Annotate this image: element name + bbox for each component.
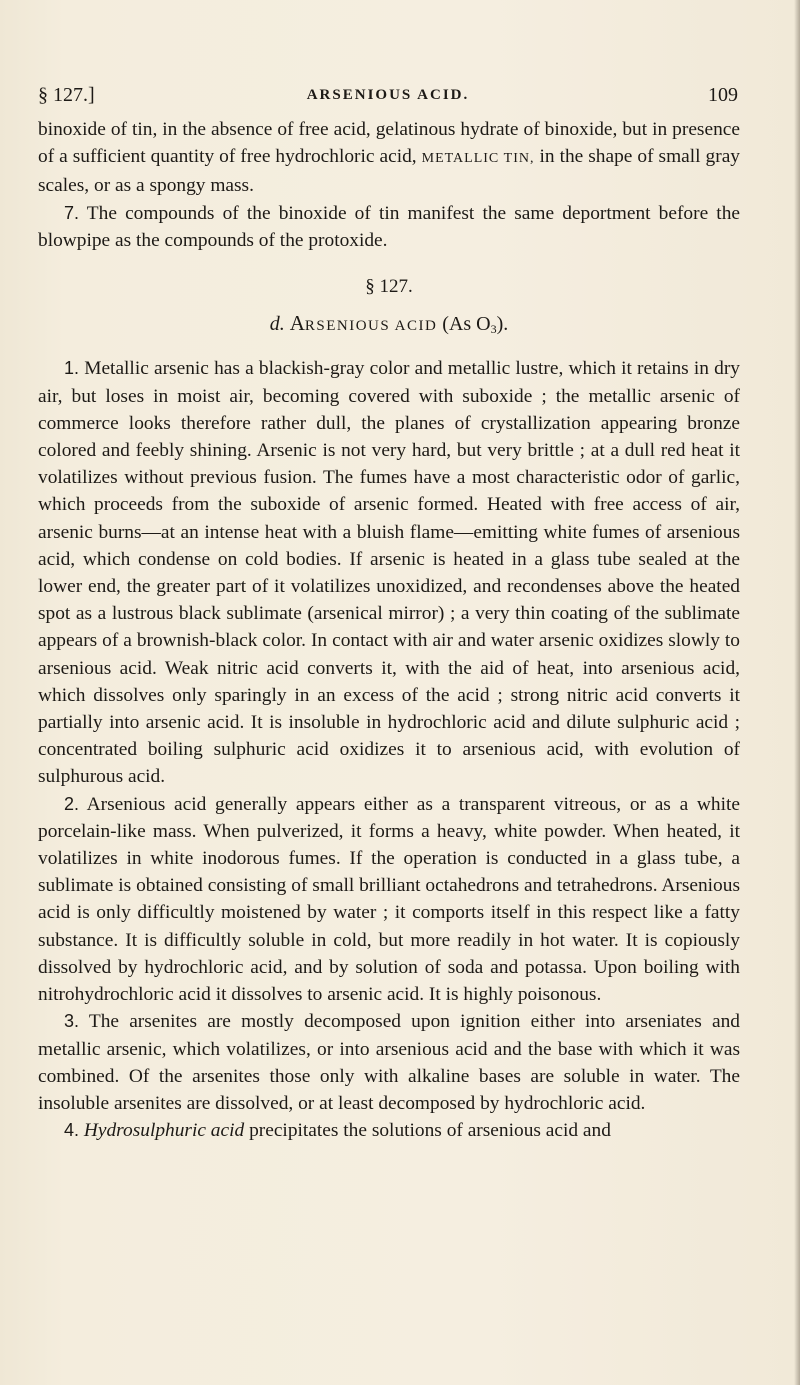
paragraph-7-number: 7. — [64, 202, 80, 223]
page-edge-shadow — [794, 0, 800, 1385]
header-title: ARSENIOUS ACID. — [306, 87, 470, 103]
paragraph-7 — [38, 200, 740, 254]
section-name-rest: RSENIOUS ACID — [304, 318, 438, 335]
formula-close: ). — [496, 313, 509, 336]
paragraph-3-text: The arsenites are mostly decomposed upon ignition either into arseniates and metallic arsenic, which volatilizes, or into arsenious acid and the base with which it was combined. Of the arsenites those only with alkaline bases are soluble in water. The insoluble arsenites are dissolved, or at least decomposed by hydrochloric acid. — [38, 1011, 740, 1114]
continuation-paragraph — [38, 116, 740, 200]
paragraph-1 — [38, 355, 740, 790]
continuation-smallcaps: METALLIC TIN, — [421, 151, 535, 167]
formula-subscript: 3 — [490, 322, 497, 337]
page-number: 109 — [708, 84, 738, 106]
paragraph-1-text: Metallic arsenic has a blackish-gray color and metallic lustre, which it retains in dry air, but loses in moist air, becoming covered with suboxide ; the metallic arsenic of commerce looks therefore rather dull, the planes of crystallization appearing bronze colored and feebly shining. Arsenic is not very hard, but very brittle ; at a dull red heat it volatilizes without previous fusion. The fumes have a most characteristic odor of garlic, which proceeds from the suboxide of arsenic formed. Heated with free access of air, arsenic burns—at an intense heat with a bluish flame—emitting white fumes of arsenious acid, which condense on cold bodies. If arsenic is heated in a glass tube sealed at the lower end, the greater part of it volatilizes unoxidized, and recondenses above the heated spot as a lustrous black sublimate (arsenical mirror) ; a very thin coating of the sublimate appears of a brownish-black color. In contact with air and water arsenic oxidizes slowly to arsenious acid. Weak nitric acid converts it, with the aid of heat, into arsenious acid, which dissolves only sparingly in an excess of the acid ; strong nitric acid converts it partially into arsenic acid. It is insoluble in hydrochloric acid and dilute sulphuric acid ; concentrated boiling sulphuric acid oxidizes it to arsenious acid, with evolution of sulphurous acid. — [38, 358, 740, 788]
paragraph-4 — [38, 1117, 740, 1144]
paragraph-2 — [38, 791, 740, 1009]
section-letter: d. — [269, 313, 285, 336]
paragraph-2-text: Arsenious acid generally appears either as a transparent vitreous, or as a white porcelain-like mass. When pulverized, it forms a heavy, white powder. When heated, it volatilizes in white inodorous fumes. If the operation is conducted in a glass tube, a sublimate is obtained consisting of small brilliant octahedrons and tetrahedrons. Arsenious acid is only difficultly moistened by water ; it comports itself in this respect like a fatty substance. It is difficultly soluble in cold, but more readily in hot water. It is copiously dissolved by hydrochloric acid, and by solution of soda and potassa. Upon boiling with nitrohydrochloric acid it dissolves to arsenic acid. It is highly poisonous. — [38, 793, 740, 1006]
paragraph-3 — [38, 1008, 740, 1117]
section-name-cap: A — [289, 311, 305, 336]
running-head — [38, 84, 738, 108]
continuation-text-1: binoxide of tin, in the absence of free acid, gelatinous hydrate of binoxide, but in presence of a sufficient quantity of free hydrochloric acid, — [38, 119, 740, 168]
paragraph-4-italic: Hydrosulphuric acid — [83, 1120, 245, 1142]
paragraph-1-number: 1. — [64, 358, 80, 379]
formula-open: (As O — [442, 313, 491, 336]
paragraph-4-text: precipitates the solutions of arsenious acid and — [249, 1120, 611, 1142]
continuation-text-2: in the shape of small gray scales, or as a spongy mass. — [38, 146, 740, 197]
paragraph-2-number: 2. — [64, 793, 80, 814]
section-formula — [442, 313, 508, 335]
paragraph-7-text: The compounds of the binoxide of tin manifest the same deportment before the blowpipe as the compounds of the protoxide. — [38, 202, 740, 251]
header-section-ref: § 127.] — [38, 84, 95, 106]
section-mark: § 127. — [365, 276, 413, 298]
section-title — [38, 310, 740, 343]
page-body — [38, 116, 740, 1144]
paragraph-4-number: 4. — [64, 1120, 80, 1141]
paragraph-3-number: 3. — [64, 1011, 80, 1032]
